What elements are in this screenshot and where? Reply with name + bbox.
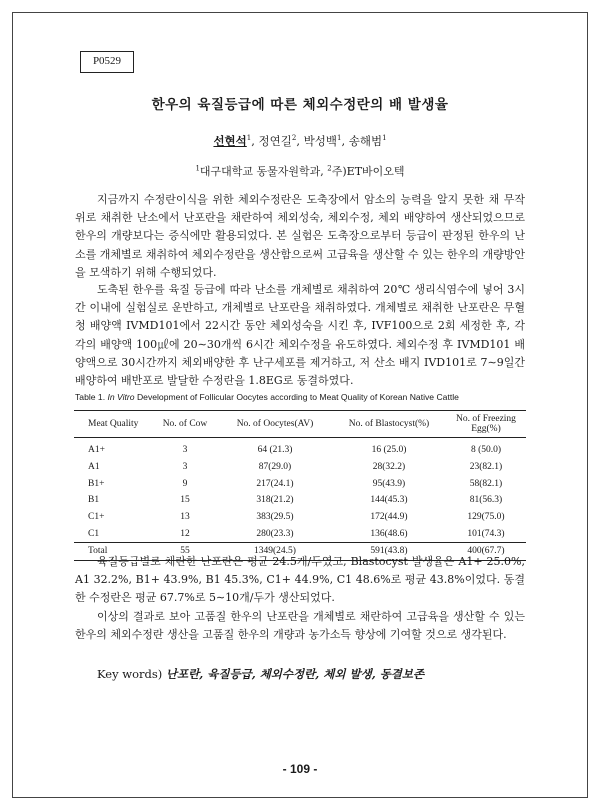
table-cell: B1+ — [88, 478, 105, 489]
author-sep: , — [296, 134, 304, 148]
column-header: No. of Blastocyst(%) — [332, 411, 446, 438]
table-cell: 81(56.3) — [469, 495, 503, 506]
author-sup: 1 — [246, 134, 252, 143]
author-sup: 1 — [382, 134, 387, 143]
table-cell: 1349(24.5) — [218, 543, 332, 561]
author-name: 정연길 — [258, 134, 292, 148]
table-cell: 318(21.2) — [256, 495, 294, 506]
table-cell: 28(32.2) — [372, 462, 406, 473]
column-header: No. of Freezing Egg(%) — [446, 411, 526, 438]
table-cell: 280(23.3) — [256, 528, 294, 539]
table-cell: 13 — [180, 512, 190, 523]
paper-title: 한우의 육질등급에 따른 체외수정란의 배 발생율 — [151, 97, 449, 113]
table-cell: 95(43.9) — [372, 478, 406, 489]
table-cell: 87(29.0) — [258, 462, 292, 473]
keywords-label: Key words) — [97, 667, 166, 681]
column-header: No. of Oocytes(AV) — [218, 411, 332, 438]
table-cell: 55 — [152, 543, 218, 561]
table-row — [74, 509, 526, 526]
table-cell: 58(82.1) — [469, 478, 503, 489]
results-table — [74, 410, 526, 561]
conclusion-paragraph: 이상의 결과로 보아 고품질 한우의 난포란을 개체별로 채란하여 고급육을 생산할 수 있는 한우의 체외수정란 생산을 고품질 한우의 개량과 농가소득 향상에 기여할 것으로 생각된다. — [75, 610, 525, 642]
abstract-paragraph-methods: 도축된 한우를 육질 등급에 따라 난소를 개체별로 채취하여 20℃ 생리식염수에 넣어 3시간 이내에 실험실로 운반하고, 개체별로 난포란을 채취하였다. 개체별로 채취한 난포란은 무혈청 배양액 IVMD101에서 22시간 동안 체외성숙을 시킨 후, IVF100으로 2회 세정한 후, 각각의 배양액 100㎕에 20∼30개씩 6시간 체외수정을 유도하였다. 체외수정 후 IVMD101 배양액으로 30시간까지 체외배양한 후 난구세포를 제거하고, 저 산소 배지 IVD101로 7∼9일간 배양하여 배반포로 발달한 수정란을 1.8EG로 동결하였다. — [75, 283, 525, 388]
caption-italic: In Vitro — [107, 392, 135, 402]
table-cell: B1 — [88, 495, 100, 506]
table-cell: 136(48.6) — [370, 528, 408, 539]
table-cell: A1 — [88, 462, 100, 473]
table-row — [74, 438, 526, 459]
affiliation-line — [0, 163, 600, 179]
table-cell: A1+ — [88, 445, 105, 456]
table-cell: C1 — [88, 528, 100, 539]
results-paragraph: 육질등급별로 채란한 난포란은 평균 24.5개/두였고, Blastocyst 발생율은 A1+ 25.0%, A1 32.2%, B1+ 43.9%, B1 45.3%, C1+ 44.9%, C1 48.6%로 평균 43.8%이었다. 동결한 수정란은 평균 67.7%로 5∼10개/두가 생산되었다. — [75, 555, 525, 605]
keywords-terms: 난포란, 육질등급, 체외수정란, 체외 발생, 동결보존 — [165, 667, 425, 681]
table-row — [74, 492, 526, 509]
abstract-paragraph-intro: 지금까지 수정란이식을 위한 체외수정란은 도축장에서 암소의 능력을 알지 못한 채 무작위로 채취한 난소에서 난포란을 채란하여 체외성숙, 체외수정, 체외 배양하여 생산되었으므로 한우의 개량보다는 증식에만 활용되었다. 본 실험은 도축장으로부터 등급이 판정된 한우의 난소를 개체별로 채취하여 체외수정란을 생산함으로써 고급육을 생산할 수 있는 한우의 개량방안을 모색하기 위해 수행되었다. — [75, 193, 525, 279]
table-cell: 9 — [182, 478, 188, 489]
author-name: 선현석 — [213, 134, 247, 148]
table-cell: 217(24.1) — [256, 478, 294, 489]
table-cell: 383(29.5) — [256, 512, 294, 523]
table-cell: 101(74.3) — [467, 528, 505, 539]
author-name: 송해범 — [348, 134, 383, 148]
table-cell: 16 (25.0) — [371, 445, 407, 456]
caption-rest: Development of Follicular Oocytes according to Meat Quality of Korean Native Cattle — [134, 392, 459, 402]
table-row — [74, 475, 526, 492]
table-cell: 15 — [180, 495, 190, 506]
affiliation-sep: , — [320, 165, 328, 178]
table-caption — [75, 392, 535, 402]
author-sup: 1 — [336, 134, 342, 143]
table-cell: 8 (50.0) — [470, 445, 502, 456]
affiliation-name: 주)ET바이오텍 — [331, 165, 405, 178]
table-header-row — [74, 411, 526, 438]
column-header: No. of Cow — [152, 411, 218, 438]
table-cell: 64 (21.3) — [257, 445, 293, 456]
table-cell: C1+ — [88, 512, 105, 523]
table-cell: 3 — [182, 462, 188, 473]
table-cell: 144(45.3) — [370, 495, 408, 506]
table-row — [74, 459, 526, 476]
table-cell: 23(82.1) — [469, 462, 503, 473]
caption-prefix: Table 1. — [75, 392, 108, 402]
author-sep: , — [251, 134, 259, 148]
table-cell: 129(75.0) — [467, 512, 505, 523]
table-cell: 3 — [182, 445, 188, 456]
paper-code-box: P0529 — [80, 51, 134, 73]
author-sep: , — [341, 134, 349, 148]
table-cell: 172(44.9) — [370, 512, 408, 523]
affiliation-sup: 1 — [195, 164, 200, 173]
author-name: 박성백 — [303, 134, 337, 148]
author-sup: 2 — [291, 134, 297, 143]
affiliation-sup: 2 — [327, 164, 332, 173]
column-header: Meat Quality — [74, 411, 152, 438]
page-number: - 109 - — [282, 762, 318, 776]
keywords-line — [97, 666, 424, 682]
table-row — [74, 525, 526, 542]
table-cell: Total — [74, 543, 152, 561]
author-list — [0, 133, 600, 149]
table-cell: 400(67.7) — [446, 543, 526, 561]
table-cell: 591(43.8) — [332, 543, 446, 561]
affiliation-name: 대구대학교 동물자원학과 — [199, 165, 321, 178]
table-cell: 12 — [180, 528, 190, 539]
